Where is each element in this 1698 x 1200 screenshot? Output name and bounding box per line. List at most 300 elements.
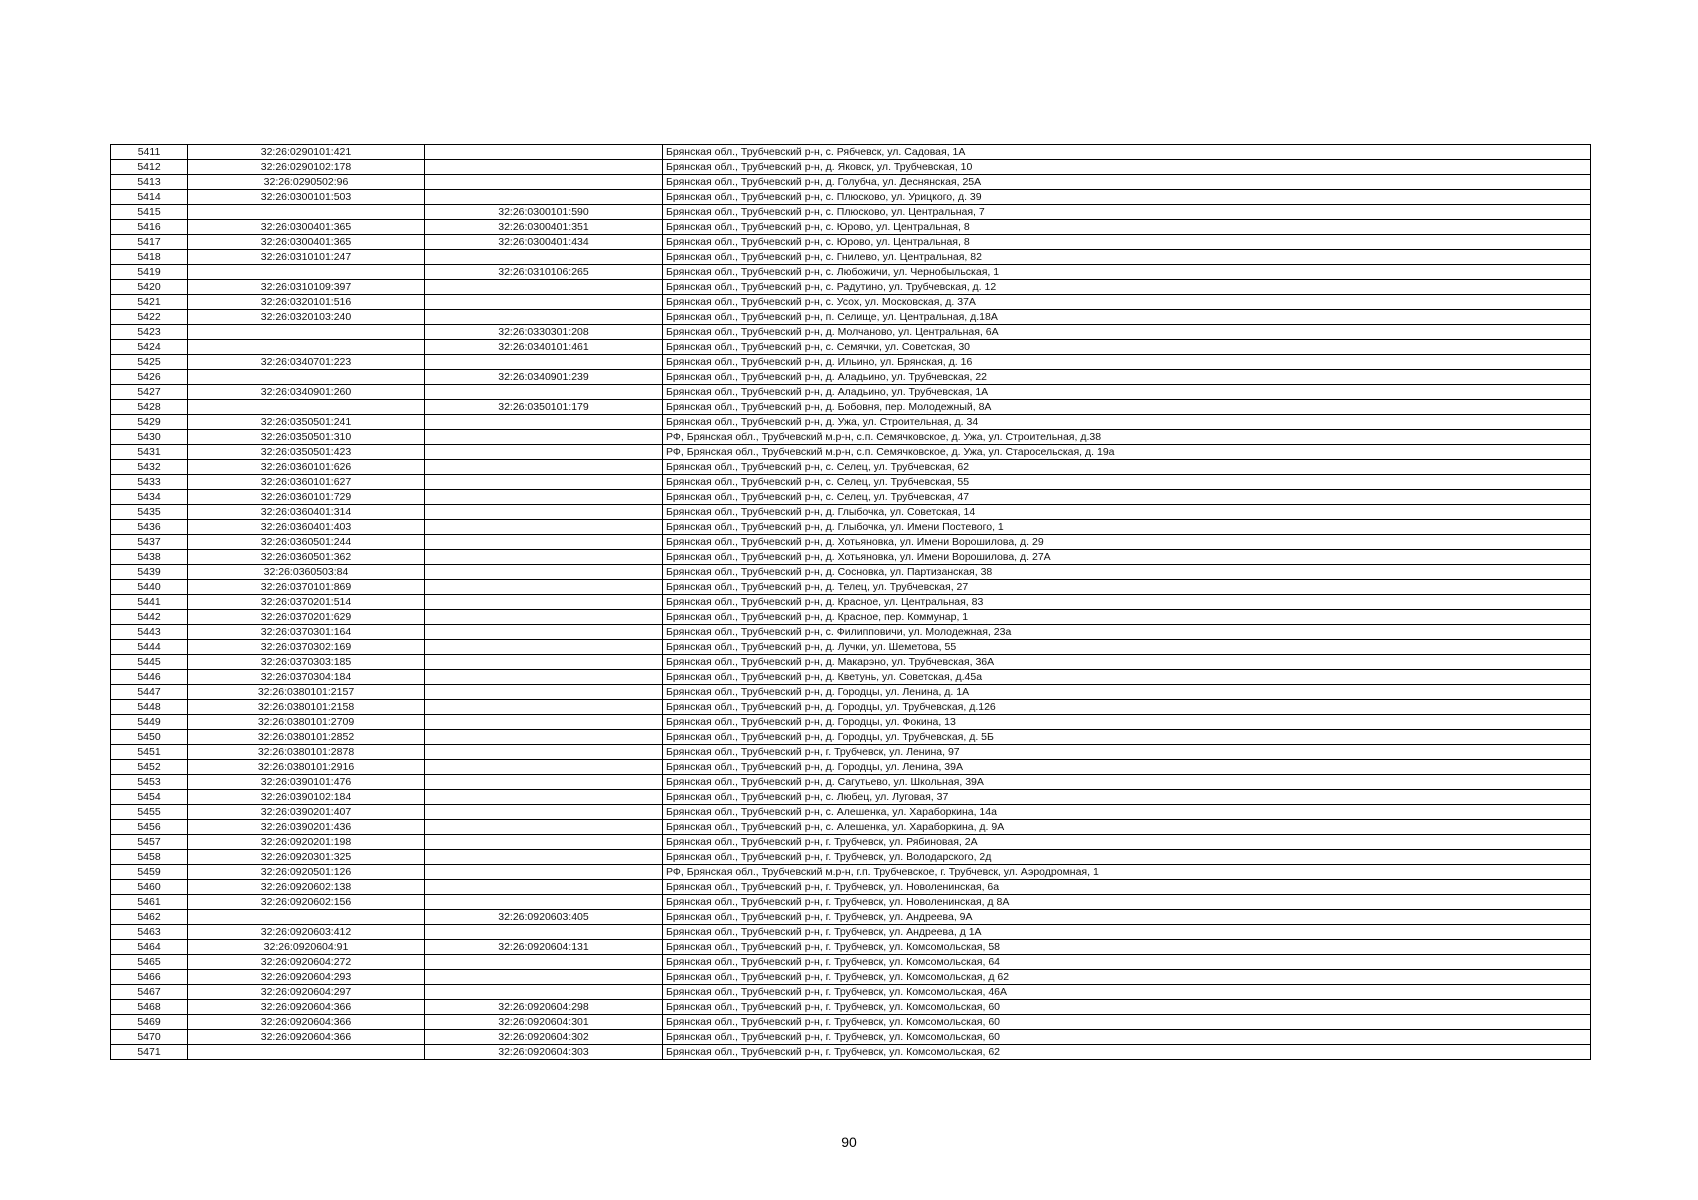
address-cell: Брянская обл., Трубчевский р-н, с. Любожичи, ул. Чернобыльская, 1 xyxy=(663,265,1591,280)
table-row xyxy=(111,940,1591,955)
cadastral-number-cell: 32:26:0360101:729 xyxy=(188,490,425,505)
table-row xyxy=(111,235,1591,250)
table-body xyxy=(111,145,1591,1060)
cadastral-number-cell: 32:26:0360501:244 xyxy=(188,535,425,550)
document-table xyxy=(110,144,1591,1060)
address-cell: Брянская обл., Трубчевский р-н, с. Любец, ул. Луговая, 37 xyxy=(663,790,1591,805)
address-cell: Брянская обл., Трубчевский р-н, г. Трубчевск, ул. Комсомольская, д 62 xyxy=(663,970,1591,985)
address-cell: Брянская обл., Трубчевский р-н, д. Глыбочка, ул. Имени Постевого, 1 xyxy=(663,520,1591,535)
cadastral-number-2-cell xyxy=(425,445,663,460)
cadastral-number-2-cell xyxy=(425,685,663,700)
table-row xyxy=(111,595,1591,610)
row-number-cell: 5459 xyxy=(111,865,188,880)
cadastral-number-cell: 32:26:0920604:366 xyxy=(188,1030,425,1045)
table-row xyxy=(111,670,1591,685)
address-cell: Брянская обл., Трубчевский р-н, г. Трубчевск, ул. Комсомольская, 62 xyxy=(663,1045,1591,1060)
cadastral-number-2-cell xyxy=(425,880,663,895)
cadastral-number-cell: 32:26:0370301:164 xyxy=(188,625,425,640)
address-cell: Брянская обл., Трубчевский р-н, с. Селец, ул. Трубчевская, 47 xyxy=(663,490,1591,505)
table-row xyxy=(111,865,1591,880)
address-cell: Брянская обл., Трубчевский р-н, г. Трубчевск, ул. Комсомольская, 64 xyxy=(663,955,1591,970)
table-row xyxy=(111,790,1591,805)
row-number-cell: 5455 xyxy=(111,805,188,820)
address-cell: Брянская обл., Трубчевский р-н, г. Трубчевск, ул. Комсомольская, 58 xyxy=(663,940,1591,955)
cadastral-number-cell: 32:26:0920604:272 xyxy=(188,955,425,970)
cadastral-number-2-cell xyxy=(425,430,663,445)
table-row xyxy=(111,415,1591,430)
table-row xyxy=(111,550,1591,565)
cadastral-number-2-cell xyxy=(425,625,663,640)
cadastral-number-cell: 32:26:0920604:366 xyxy=(188,1015,425,1030)
table-row xyxy=(111,1015,1591,1030)
table-row xyxy=(111,775,1591,790)
table-row xyxy=(111,820,1591,835)
cadastral-number-cell: 32:26:0390201:436 xyxy=(188,820,425,835)
table-row xyxy=(111,955,1591,970)
table-row xyxy=(111,385,1591,400)
cadastral-number-2-cell: 32:26:0310106:265 xyxy=(425,265,663,280)
address-cell: Брянская обл., Трубчевский р-н, с. Гнилево, ул. Центральная, 82 xyxy=(663,250,1591,265)
cadastral-number-2-cell xyxy=(425,760,663,775)
cadastral-number-2-cell xyxy=(425,580,663,595)
row-number-cell: 5470 xyxy=(111,1030,188,1045)
cadastral-number-2-cell xyxy=(425,355,663,370)
cadastral-number-2-cell xyxy=(425,610,663,625)
cadastral-number-cell xyxy=(188,340,425,355)
address-cell: РФ, Брянская обл., Трубчевский м.р-н, с.п. Семячковское, д. Ужа, ул. Строительная, д.38 xyxy=(663,430,1591,445)
table-row xyxy=(111,460,1591,475)
cadastral-number-cell: 32:26:0350501:241 xyxy=(188,415,425,430)
cadastral-number-2-cell xyxy=(425,955,663,970)
table-row xyxy=(111,160,1591,175)
cadastral-number-2-cell xyxy=(425,700,663,715)
cadastral-number-2-cell xyxy=(425,775,663,790)
table-row xyxy=(111,805,1591,820)
row-number-cell: 5423 xyxy=(111,325,188,340)
address-cell: Брянская обл., Трубчевский р-н, д. Хотьяновка, ул. Имени Ворошилова, д. 29 xyxy=(663,535,1591,550)
table-row xyxy=(111,685,1591,700)
address-cell: Брянская обл., Трубчевский р-н, д. Городцы, ул. Ленина, д. 1А xyxy=(663,685,1591,700)
cadastral-number-cell: 32:26:0340701:223 xyxy=(188,355,425,370)
cadastral-number-cell: 32:26:0920501:126 xyxy=(188,865,425,880)
address-cell: РФ, Брянская обл., Трубчевский м.р-н, г.п. Трубчевское, г. Трубчевск, ул. Аэродромная, 1 xyxy=(663,865,1591,880)
cadastral-number-cell xyxy=(188,910,425,925)
cadastral-number-2-cell xyxy=(425,565,663,580)
cadastral-number-cell: 32:26:0920602:156 xyxy=(188,895,425,910)
address-cell: Брянская обл., Трубчевский р-н, с. Алешенка, ул. Хараборкина, д. 9А xyxy=(663,820,1591,835)
cadastral-number-cell: 32:26:0370303:185 xyxy=(188,655,425,670)
address-cell: Брянская обл., Трубчевский р-н, д. Городцы, ул. Трубчевская, д.126 xyxy=(663,700,1591,715)
table-row xyxy=(111,355,1591,370)
table-row xyxy=(111,640,1591,655)
row-number-cell: 5419 xyxy=(111,265,188,280)
cadastral-number-2-cell xyxy=(425,640,663,655)
table-row xyxy=(111,220,1591,235)
row-number-cell: 5469 xyxy=(111,1015,188,1030)
row-number-cell: 5417 xyxy=(111,235,188,250)
cadastral-number-cell: 32:26:0370304:184 xyxy=(188,670,425,685)
cadastral-number-2-cell: 32:26:0300401:434 xyxy=(425,235,663,250)
cadastral-number-cell: 32:26:0920604:293 xyxy=(188,970,425,985)
table-row xyxy=(111,880,1591,895)
row-number-cell: 5451 xyxy=(111,745,188,760)
row-number-cell: 5437 xyxy=(111,535,188,550)
cadastral-number-cell: 32:26:0920604:297 xyxy=(188,985,425,1000)
table-row xyxy=(111,700,1591,715)
row-number-cell: 5461 xyxy=(111,895,188,910)
row-number-cell: 5454 xyxy=(111,790,188,805)
cadastral-number-cell: 32:26:0920604:91 xyxy=(188,940,425,955)
address-cell: Брянская обл., Трубчевский р-н, с. Плюсково, ул. Урицкого, д. 39 xyxy=(663,190,1591,205)
cadastral-number-2-cell xyxy=(425,925,663,940)
address-cell: Брянская обл., Трубчевский р-н, г. Трубчевск, ул. Новоленинская, д 8А xyxy=(663,895,1591,910)
cadastral-number-cell: 32:26:0380101:2878 xyxy=(188,745,425,760)
cadastral-number-cell: 32:26:0360501:362 xyxy=(188,550,425,565)
row-number-cell: 5450 xyxy=(111,730,188,745)
cadastral-number-2-cell xyxy=(425,475,663,490)
table-row xyxy=(111,625,1591,640)
row-number-cell: 5445 xyxy=(111,655,188,670)
row-number-cell: 5435 xyxy=(111,505,188,520)
table-row xyxy=(111,970,1591,985)
cadastral-number-2-cell xyxy=(425,715,663,730)
address-cell: Брянская обл., Трубчевский р-н, д. Глыбочка, ул. Советская, 14 xyxy=(663,505,1591,520)
cadastral-number-2-cell xyxy=(425,865,663,880)
cadastral-number-2-cell: 32:26:0350101:179 xyxy=(425,400,663,415)
address-cell: Брянская обл., Трубчевский р-н, д. Макарэно, ул. Трубчевская, 36А xyxy=(663,655,1591,670)
row-number-cell: 5439 xyxy=(111,565,188,580)
address-cell: Брянская обл., Трубчевский р-н, г. Трубчевск, ул. Андреева, 9А xyxy=(663,910,1591,925)
cadastral-number-cell: 32:26:0360101:627 xyxy=(188,475,425,490)
row-number-cell: 5440 xyxy=(111,580,188,595)
cadastral-number-2-cell: 32:26:0300401:351 xyxy=(425,220,663,235)
table-row xyxy=(111,190,1591,205)
row-number-cell: 5427 xyxy=(111,385,188,400)
row-number-cell: 5457 xyxy=(111,835,188,850)
row-number-cell: 5462 xyxy=(111,910,188,925)
cadastral-number-cell: 32:26:0360101:626 xyxy=(188,460,425,475)
address-cell: Брянская обл., Трубчевский р-н, д. Городцы, ул. Трубчевская, д. 5Б xyxy=(663,730,1591,745)
table-row xyxy=(111,205,1591,220)
row-number-cell: 5431 xyxy=(111,445,188,460)
table-row xyxy=(111,985,1591,1000)
address-cell: Брянская обл., Трубчевский р-н, д. Красное, пер. Коммунар, 1 xyxy=(663,610,1591,625)
address-cell: Брянская обл., Трубчевский р-н, д. Лучки, ул. Шеметова, 55 xyxy=(663,640,1591,655)
address-cell: Брянская обл., Трубчевский р-н, д. Голубча, ул. Деснянская, 25А xyxy=(663,175,1591,190)
cadastral-number-cell xyxy=(188,325,425,340)
table-row xyxy=(111,655,1591,670)
table-row xyxy=(111,430,1591,445)
cadastral-number-cell: 32:26:0380101:2158 xyxy=(188,700,425,715)
row-number-cell: 5422 xyxy=(111,310,188,325)
row-number-cell: 5415 xyxy=(111,205,188,220)
table-row xyxy=(111,400,1591,415)
cadastral-number-cell: 32:26:0300401:365 xyxy=(188,220,425,235)
cadastral-number-2-cell: 32:26:0920604:303 xyxy=(425,1045,663,1060)
cadastral-number-cell: 32:26:0310101:247 xyxy=(188,250,425,265)
address-cell: Брянская обл., Трубчевский р-н, г. Трубчевск, ул. Комсомольская, 60 xyxy=(663,1000,1591,1015)
address-cell: Брянская обл., Трубчевский р-н, г. Трубчевск, ул. Новоленинская, 6а xyxy=(663,880,1591,895)
row-number-cell: 5466 xyxy=(111,970,188,985)
address-cell: Брянская обл., Трубчевский р-н, г. Трубчевск, ул. Володарского, 2д xyxy=(663,850,1591,865)
address-cell: Брянская обл., Трубчевский р-н, г. Трубчевск, ул. Андреева, д 1А xyxy=(663,925,1591,940)
cadastral-number-2-cell: 32:26:0920604:298 xyxy=(425,1000,663,1015)
cadastral-number-cell: 32:26:0290101:421 xyxy=(188,145,425,160)
row-number-cell: 5413 xyxy=(111,175,188,190)
table-row xyxy=(111,1045,1591,1060)
cadastral-number-2-cell xyxy=(425,805,663,820)
row-number-cell: 5458 xyxy=(111,850,188,865)
row-number-cell: 5424 xyxy=(111,340,188,355)
cadastral-number-2-cell xyxy=(425,970,663,985)
table-row xyxy=(111,745,1591,760)
table-row xyxy=(111,445,1591,460)
cadastral-number-cell: 32:26:0380101:2916 xyxy=(188,760,425,775)
address-cell: Брянская обл., Трубчевский р-н, д. Городцы, ул. Ленина, 39А xyxy=(663,760,1591,775)
table-row xyxy=(111,325,1591,340)
cadastral-number-2-cell xyxy=(425,310,663,325)
cadastral-number-cell: 32:26:0920603:412 xyxy=(188,925,425,940)
cadastral-number-cell: 32:26:0360401:403 xyxy=(188,520,425,535)
row-number-cell: 5464 xyxy=(111,940,188,955)
row-number-cell: 5444 xyxy=(111,640,188,655)
table-row xyxy=(111,610,1591,625)
cadastral-number-cell: 32:26:0320101:516 xyxy=(188,295,425,310)
address-cell: Брянская обл., Трубчевский р-н, д. Кветунь, ул. Советская, д.45а xyxy=(663,670,1591,685)
cadastral-number-cell: 32:26:0380101:2852 xyxy=(188,730,425,745)
cadastral-number-2-cell xyxy=(425,745,663,760)
address-cell: Брянская обл., Трубчевский р-н, г. Трубчевск, ул. Рябиновая, 2А xyxy=(663,835,1591,850)
address-cell: Брянская обл., Трубчевский р-н, д. Городцы, ул. Фокина, 13 xyxy=(663,715,1591,730)
table-row xyxy=(111,565,1591,580)
cadastral-number-2-cell xyxy=(425,550,663,565)
cadastral-number-cell: 32:26:0390201:407 xyxy=(188,805,425,820)
address-cell: Брянская обл., Трубчевский р-н, с. Плюсково, ул. Центральная, 7 xyxy=(663,205,1591,220)
cadastral-number-cell: 32:26:0920604:366 xyxy=(188,1000,425,1015)
address-cell: Брянская обл., Трубчевский р-н, с. Селец, ул. Трубчевская, 55 xyxy=(663,475,1591,490)
row-number-cell: 5463 xyxy=(111,925,188,940)
address-cell: Брянская обл., Трубчевский р-н, с. Семячки, ул. Советская, 30 xyxy=(663,340,1591,355)
cadastral-number-2-cell: 32:26:0920603:405 xyxy=(425,910,663,925)
row-number-cell: 5447 xyxy=(111,685,188,700)
table-row xyxy=(111,580,1591,595)
cadastral-number-2-cell xyxy=(425,895,663,910)
row-number-cell: 5418 xyxy=(111,250,188,265)
table-row xyxy=(111,310,1591,325)
cadastral-number-cell: 32:26:0290502:96 xyxy=(188,175,425,190)
address-cell: Брянская обл., Трубчевский р-н, с. Алешенка, ул. Хараборкина, 14а xyxy=(663,805,1591,820)
row-number-cell: 5426 xyxy=(111,370,188,385)
address-cell: Брянская обл., Трубчевский р-н, с. Усох, ул. Московская, д. 37А xyxy=(663,295,1591,310)
cadastral-number-2-cell xyxy=(425,835,663,850)
cadastral-number-2-cell xyxy=(425,415,663,430)
address-cell: РФ, Брянская обл., Трубчевский м.р-н, с.п. Семячковское, д. Ужа, ул. Старосельская, д. 19а xyxy=(663,445,1591,460)
table-row xyxy=(111,835,1591,850)
address-cell: Брянская обл., Трубчевский р-н, с. Рябчевск, ул. Садовая, 1А xyxy=(663,145,1591,160)
row-number-cell: 5428 xyxy=(111,400,188,415)
row-number-cell: 5425 xyxy=(111,355,188,370)
table-row xyxy=(111,520,1591,535)
row-number-cell: 5467 xyxy=(111,985,188,1000)
cadastral-number-2-cell: 32:26:0340901:239 xyxy=(425,370,663,385)
cadastral-number-cell: 32:26:0920201:198 xyxy=(188,835,425,850)
address-cell: Брянская обл., Трубчевский р-н, д. Бобовня, пер. Молодежный, 8А xyxy=(663,400,1591,415)
row-number-cell: 5449 xyxy=(111,715,188,730)
cadastral-number-2-cell: 32:26:0920604:131 xyxy=(425,940,663,955)
row-number-cell: 5441 xyxy=(111,595,188,610)
address-cell: Брянская обл., Трубчевский р-н, с. Юрово, ул. Центральная, 8 xyxy=(663,220,1591,235)
row-number-cell: 5438 xyxy=(111,550,188,565)
address-cell: Брянская обл., Трубчевский р-н, д. Сагутьево, ул. Школьная, 39А xyxy=(663,775,1591,790)
cadastral-number-cell: 32:26:0370201:514 xyxy=(188,595,425,610)
cadastral-number-cell: 32:26:0290102:178 xyxy=(188,160,425,175)
table-row xyxy=(111,910,1591,925)
row-number-cell: 5442 xyxy=(111,610,188,625)
table-row xyxy=(111,535,1591,550)
table-row xyxy=(111,250,1591,265)
address-cell: Брянская обл., Трубчевский р-н, д. Сосновка, ул. Партизанская, 38 xyxy=(663,565,1591,580)
address-cell: Брянская обл., Трубчевский р-н, с. Филипповичи, ул. Молодежная, 23а xyxy=(663,625,1591,640)
cadastral-number-2-cell xyxy=(425,160,663,175)
table-row xyxy=(111,370,1591,385)
cadastral-number-cell: 32:26:0300101:503 xyxy=(188,190,425,205)
row-number-cell: 5436 xyxy=(111,520,188,535)
cadastral-number-cell: 32:26:0300401:365 xyxy=(188,235,425,250)
address-cell: Брянская обл., Трубчевский р-н, д. Ужа, ул. Строительная, д. 34 xyxy=(663,415,1591,430)
cadastral-number-2-cell xyxy=(425,385,663,400)
address-cell: Брянская обл., Трубчевский р-н, д. Ильино, ул. Брянская, д. 16 xyxy=(663,355,1591,370)
cadastral-number-2-cell xyxy=(425,505,663,520)
cadastral-number-cell: 32:26:0920301:325 xyxy=(188,850,425,865)
cadastral-number-2-cell xyxy=(425,190,663,205)
cadastral-number-2-cell xyxy=(425,250,663,265)
row-number-cell: 5430 xyxy=(111,430,188,445)
address-cell: Брянская обл., Трубчевский р-н, с. Радутино, ул. Трубчевская, д. 12 xyxy=(663,280,1591,295)
cadastral-number-2-cell xyxy=(425,655,663,670)
address-cell: Брянская обл., Трубчевский р-н, д. Красное, ул. Центральная, 83 xyxy=(663,595,1591,610)
row-number-cell: 5465 xyxy=(111,955,188,970)
row-number-cell: 5468 xyxy=(111,1000,188,1015)
row-number-cell: 5429 xyxy=(111,415,188,430)
cadastral-number-cell xyxy=(188,400,425,415)
row-number-cell: 5414 xyxy=(111,190,188,205)
table-row xyxy=(111,505,1591,520)
cadastral-number-2-cell xyxy=(425,145,663,160)
cadastral-number-2-cell xyxy=(425,535,663,550)
address-cell: Брянская обл., Трубчевский р-н, г. Трубчевск, ул. Ленина, 97 xyxy=(663,745,1591,760)
cadastral-number-2-cell xyxy=(425,280,663,295)
row-number-cell: 5412 xyxy=(111,160,188,175)
cadastral-number-2-cell: 32:26:0920604:302 xyxy=(425,1030,663,1045)
address-cell: Брянская обл., Трубчевский р-н, г. Трубчевск, ул. Комсомольская, 60 xyxy=(663,1015,1591,1030)
table-row xyxy=(111,475,1591,490)
page-number: 90 xyxy=(841,1134,857,1150)
row-number-cell: 5460 xyxy=(111,880,188,895)
row-number-cell: 5432 xyxy=(111,460,188,475)
table-row xyxy=(111,340,1591,355)
cadastral-number-2-cell xyxy=(425,595,663,610)
table-row xyxy=(111,715,1591,730)
cadastral-number-2-cell xyxy=(425,490,663,505)
cadastral-number-2-cell: 32:26:0330301:208 xyxy=(425,325,663,340)
table-row xyxy=(111,295,1591,310)
row-number-cell: 5456 xyxy=(111,820,188,835)
row-number-cell: 5446 xyxy=(111,670,188,685)
cadastral-number-2-cell xyxy=(425,985,663,1000)
cadastral-number-2-cell: 32:26:0920604:301 xyxy=(425,1015,663,1030)
row-number-cell: 5434 xyxy=(111,490,188,505)
cadastral-number-cell xyxy=(188,1045,425,1060)
table-row xyxy=(111,280,1591,295)
row-number-cell: 5411 xyxy=(111,145,188,160)
table-row xyxy=(111,730,1591,745)
cadastral-number-cell: 32:26:0310109:397 xyxy=(188,280,425,295)
cadastral-number-2-cell xyxy=(425,175,663,190)
row-number-cell: 5448 xyxy=(111,700,188,715)
cadastral-number-cell: 32:26:0380101:2709 xyxy=(188,715,425,730)
cadastral-number-cell: 32:26:0350501:310 xyxy=(188,430,425,445)
cadastral-number-2-cell xyxy=(425,730,663,745)
address-cell: Брянская обл., Трубчевский р-н, с. Селец, ул. Трубчевская, 62 xyxy=(663,460,1591,475)
address-cell: Брянская обл., Трубчевский р-н, д. Яковск, ул. Трубчевская, 10 xyxy=(663,160,1591,175)
row-number-cell: 5471 xyxy=(111,1045,188,1060)
address-cell: Брянская обл., Трубчевский р-н, с. Юрово, ул. Центральная, 8 xyxy=(663,235,1591,250)
cadastral-number-2-cell xyxy=(425,790,663,805)
cadastral-number-cell: 32:26:0920602:138 xyxy=(188,880,425,895)
address-cell: Брянская обл., Трубчевский р-н, д. Телец, ул. Трубчевская, 27 xyxy=(663,580,1591,595)
cadastral-number-2-cell xyxy=(425,520,663,535)
cadastral-number-cell: 32:26:0380101:2157 xyxy=(188,685,425,700)
cadastral-number-cell xyxy=(188,205,425,220)
row-number-cell: 5452 xyxy=(111,760,188,775)
row-number-cell: 5443 xyxy=(111,625,188,640)
address-cell: Брянская обл., Трубчевский р-н, д. Аладьино, ул. Трубчевская, 22 xyxy=(663,370,1591,385)
address-cell: Брянская обл., Трубчевский р-н, г. Трубчевск, ул. Комсомольская, 60 xyxy=(663,1030,1591,1045)
cadastral-number-2-cell: 32:26:0340101:461 xyxy=(425,340,663,355)
address-cell: Брянская обл., Трубчевский р-н, д. Молчаново, ул. Центральная, 6А xyxy=(663,325,1591,340)
row-number-cell: 5420 xyxy=(111,280,188,295)
cadastral-number-cell: 32:26:0370302:169 xyxy=(188,640,425,655)
row-number-cell: 5453 xyxy=(111,775,188,790)
cadastral-number-2-cell xyxy=(425,460,663,475)
cadastral-number-cell xyxy=(188,370,425,385)
table-row xyxy=(111,895,1591,910)
table-row xyxy=(111,850,1591,865)
cadastral-number-cell: 32:26:0390101:476 xyxy=(188,775,425,790)
cadastral-number-cell: 32:26:0340901:260 xyxy=(188,385,425,400)
row-number-cell: 5433 xyxy=(111,475,188,490)
cadastral-number-cell: 32:26:0350501:423 xyxy=(188,445,425,460)
row-number-cell: 5421 xyxy=(111,295,188,310)
table-row xyxy=(111,1000,1591,1015)
table-row xyxy=(111,145,1591,160)
cadastral-number-cell: 32:26:0390102:184 xyxy=(188,790,425,805)
cadastral-number-2-cell xyxy=(425,670,663,685)
address-cell: Брянская обл., Трубчевский р-н, п. Селище, ул. Центральная, д.18А xyxy=(663,310,1591,325)
cadastral-number-cell: 32:26:0370101:869 xyxy=(188,580,425,595)
address-cell: Брянская обл., Трубчевский р-н, д. Аладьино, ул. Трубчевская, 1А xyxy=(663,385,1591,400)
address-cell: Брянская обл., Трубчевский р-н, д. Хотьяновка, ул. Имени Ворошилова, д. 27А xyxy=(663,550,1591,565)
cadastral-number-cell: 32:26:0320103:240 xyxy=(188,310,425,325)
address-cell: Брянская обл., Трубчевский р-н, г. Трубчевск, ул. Комсомольская, 46А xyxy=(663,985,1591,1000)
cadastral-number-cell: 32:26:0360401:314 xyxy=(188,505,425,520)
row-number-cell: 5416 xyxy=(111,220,188,235)
cadastral-number-cell: 32:26:0360503:84 xyxy=(188,565,425,580)
cadastral-number-2-cell: 32:26:0300101:590 xyxy=(425,205,663,220)
cadastral-number-cell: 32:26:0370201:629 xyxy=(188,610,425,625)
table-row xyxy=(111,1030,1591,1045)
table-row xyxy=(111,760,1591,775)
